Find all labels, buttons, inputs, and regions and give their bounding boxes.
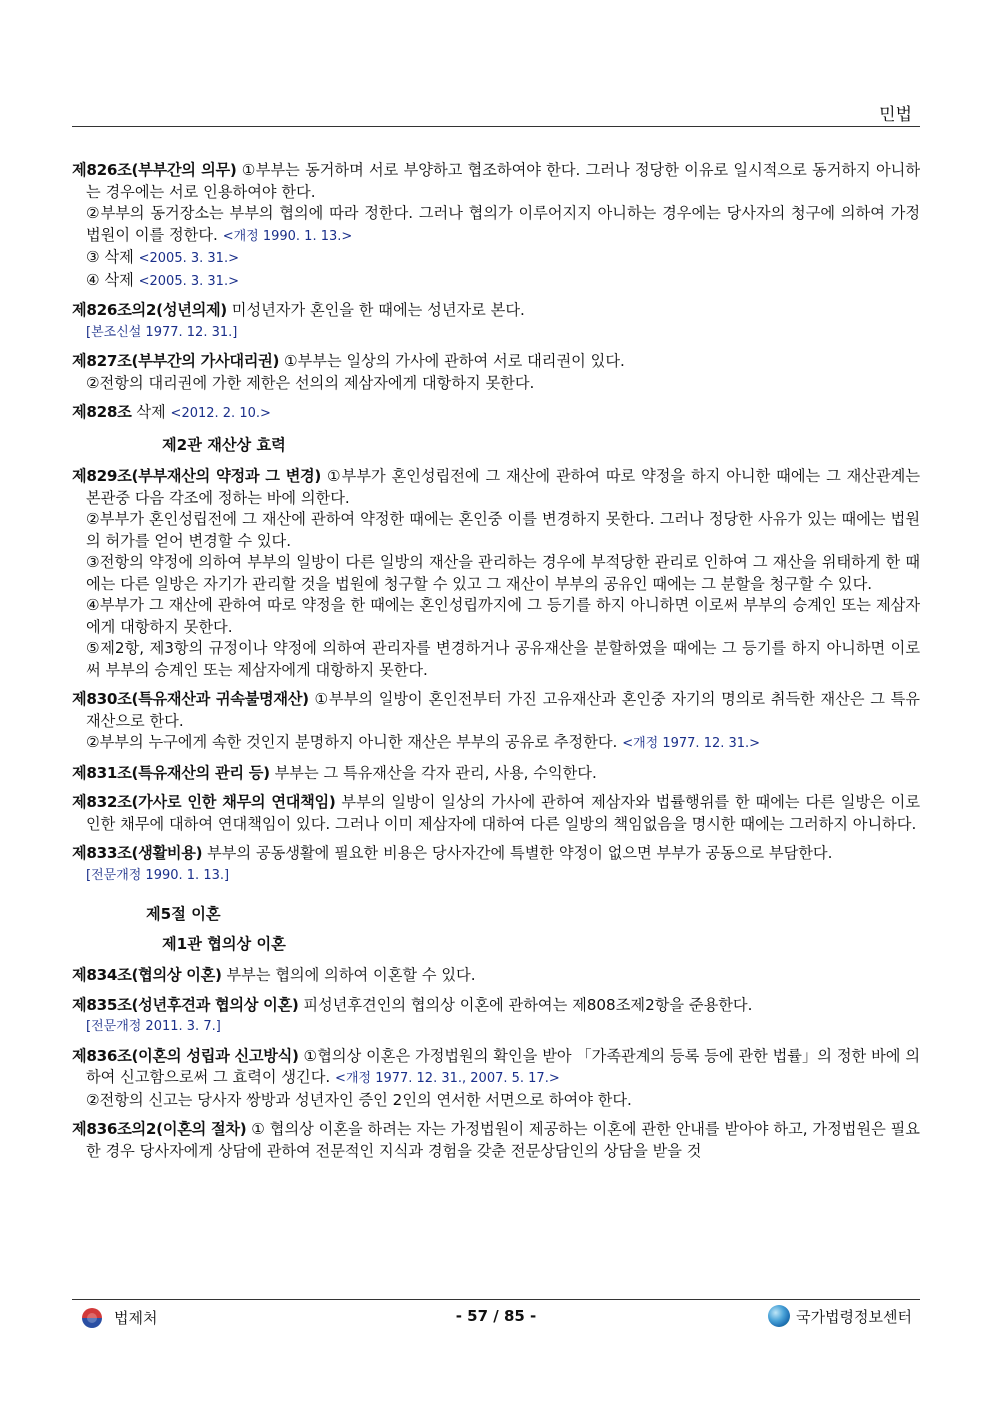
article-heading: 제836조의2(이혼의 절차) bbox=[72, 1120, 247, 1138]
article-paragraph bbox=[72, 270, 920, 293]
article-text: ②부부가 혼인성립전에 그 재산에 관하여 약정한 때에는 혼인중 이를 변경하지 못한다. 그러나 정당한 사유가 있는 때에는 법원의 허가를 얻어 변경할 수 있다. bbox=[86, 510, 920, 550]
article-text: ⑤제2항, 제3항의 규정이나 약정에 의하여 관리자를 변경하거나 공유재산을 분할하였을 때에는 그 등기를 하지 아니하면 이로써 부부의 승계인 또는 제삼자에게 대항하지 못한다. bbox=[86, 639, 920, 679]
article-paragraph bbox=[72, 509, 920, 552]
globe-logo-icon bbox=[768, 1305, 790, 1327]
article-first-paragraph bbox=[72, 300, 920, 322]
page-footer bbox=[72, 1305, 920, 1331]
article-heading: 제832조(가사로 인한 채무의 연대책임) bbox=[72, 793, 336, 811]
article-text: ④부부가 그 재산에 관하여 따로 약정을 한 때에는 혼인성립까지에 그 등기를 하지 아니하면 이로써 부부의 승계인 또는 제삼자에게 대항하지 못한다. bbox=[86, 596, 920, 636]
article bbox=[72, 300, 920, 343]
article bbox=[72, 351, 920, 394]
article-heading: 제831조(특유재산의 관리 등) bbox=[72, 763, 270, 782]
article-text: 부부의 일방이 일상의 가사에 관하여 제삼자와 법률행위를 한 때에는 다른 일방은 이로 인한 채무에 대하여 연대책임이 있다. 그러나 이미 제삼자에 대하여 다른 일방의 책임없음을 명시한 때에는 그러하지 아니하다. bbox=[86, 793, 920, 833]
section-title-consensual-divorce: 제1관 협의상 이혼 bbox=[162, 934, 286, 953]
article-text: ②부부의 동거장소는 부부의 협의에 따라 정한다. 그러나 협의가 이루어지지 아니하는 경우에는 당사자의 청구에 의하여 가정법원이 이를 정한다. bbox=[86, 204, 920, 244]
article-heading: 제835조(성년후견과 협의상 이혼) bbox=[72, 995, 299, 1014]
amendment-date: <2005. 3. 31.> bbox=[138, 273, 239, 289]
article-text: 부부의 공동생활에 필요한 비용은 당사자간에 특별한 약정이 없으면 부부가 공동으로 부담한다. bbox=[202, 844, 833, 862]
article-first-paragraph bbox=[72, 689, 920, 732]
section-title-property: 제2관 재산상 효력 bbox=[162, 435, 286, 454]
article bbox=[72, 402, 920, 425]
article bbox=[72, 995, 920, 1038]
article-text: ①협의상 이혼은 가정법원의 확인을 받아 「가족관계의 등록 등에 관한 법률」의 정한 바에 의하여 신고함으로써 그 효력이 생긴다. bbox=[86, 1046, 921, 1086]
article bbox=[72, 160, 920, 292]
article-text: ③ 삭제 bbox=[86, 248, 139, 266]
footer-agency: 법제처 bbox=[114, 1309, 158, 1327]
page-number: - 57 / 85 - bbox=[455, 1307, 537, 1325]
article-heading: 제836조(이혼의 성립과 신고방식) bbox=[72, 1046, 299, 1065]
article-text: 부부는 그 특유재산을 각자 관리, 사용, 수익한다. bbox=[269, 763, 597, 782]
article-heading: 제833조(생활비용) bbox=[72, 844, 203, 862]
article-text: ①부부가 혼인성립전에 그 재산에 관하여 따로 약정을 하지 아니한 때에는 그 재산관계는 본관중 다음 각조에 정하는 바에 의한다. bbox=[86, 467, 920, 507]
article bbox=[72, 843, 920, 886]
article bbox=[72, 466, 920, 681]
page-header-title: 민법 bbox=[879, 105, 912, 125]
article-paragraph bbox=[72, 638, 920, 681]
article bbox=[72, 1119, 920, 1162]
article-paragraph bbox=[72, 203, 920, 247]
articles-group-a bbox=[72, 160, 920, 425]
article-text: 부부는 협의에 의하여 이혼할 수 있다. bbox=[221, 966, 476, 984]
law-content bbox=[72, 160, 920, 1170]
article-text: ①부부의 일방이 혼인전부터 가진 고유재산과 혼인중 자기의 명의로 취득한 재산은 그 특유재산으로 한다. bbox=[86, 690, 920, 730]
articles-group-b bbox=[72, 466, 920, 886]
article-first-paragraph bbox=[72, 466, 920, 509]
article bbox=[72, 965, 920, 987]
article-text: ①부부는 동거하며 서로 부양하고 협조하여야 한다. 그러나 정당한 이유로 일시적으로 동거하지 아니하는 경우에는 서로 인용하여야 한다. bbox=[86, 161, 920, 201]
article-paragraph bbox=[72, 732, 920, 755]
article-paragraph bbox=[72, 247, 920, 270]
article bbox=[72, 689, 920, 755]
amendment-date: <개정 1977. 12. 31., 2007. 5. 17.> bbox=[335, 1071, 560, 1086]
article bbox=[72, 1046, 920, 1112]
article-paragraph bbox=[72, 595, 920, 638]
article-text: ④ 삭제 bbox=[86, 270, 139, 289]
footer-center-name: 국가법령정보센터 bbox=[796, 1307, 912, 1326]
article-heading: 제834조(협의상 이혼) bbox=[72, 966, 222, 984]
article-text: ②전항의 신고는 당사자 쌍방과 성년자인 증인 2인의 연서한 서면으로 하여야 한다. bbox=[86, 1090, 632, 1109]
article-note: [전문개정 2011. 3. 7.] bbox=[86, 1019, 221, 1034]
article-first-paragraph bbox=[72, 843, 920, 865]
article-text: ②부부의 누구에게 속한 것인지 분명하지 아니한 재산은 부부의 공유로 추정한다. bbox=[86, 733, 623, 751]
article-first-paragraph bbox=[72, 351, 920, 373]
article-heading: 제826조의2(성년의제) bbox=[72, 301, 227, 319]
article-text: ①부부는 일상의 가사에 관하여 서로 대리권이 있다. bbox=[279, 352, 625, 370]
header-rule bbox=[72, 126, 920, 127]
article-paragraph bbox=[72, 552, 920, 595]
article-note: [본조신설 1977. 12. 31.] bbox=[86, 324, 238, 340]
footer-rule bbox=[72, 1299, 920, 1300]
article-heading: 제827조(부부간의 가사대리권) bbox=[72, 352, 280, 370]
article-first-paragraph bbox=[72, 995, 920, 1017]
article-text: ① 협의상 이혼을 하려는 자는 가정법원이 제공하는 이혼에 관한 안내를 받아야 하고, 가정법원은 필요한 경우 당사자에게 상담에 관하여 전문적인 지식과 경험을 갖춘 전문상담인의 상담을 받을 것 bbox=[86, 1120, 920, 1160]
article-heading: 제828조 bbox=[72, 403, 132, 421]
article-paragraph bbox=[72, 373, 920, 395]
article bbox=[72, 792, 920, 835]
articles-group-c bbox=[72, 965, 920, 1162]
article-first-paragraph bbox=[72, 402, 920, 425]
article-note: [전문개정 1990. 1. 13.] bbox=[86, 867, 230, 883]
amendment-date: <2005. 3. 31.> bbox=[138, 251, 239, 266]
article-first-paragraph bbox=[72, 1046, 920, 1090]
article-heading: 제826조(부부간의 의무) bbox=[72, 161, 237, 179]
amendment-date: <개정 1977. 12. 31.> bbox=[622, 736, 761, 751]
article-text: 피성년후견인의 협의상 이혼에 관하여는 제808조제2항을 준용한다. bbox=[298, 995, 753, 1014]
article-text: 삭제 bbox=[131, 403, 171, 421]
article-first-paragraph bbox=[72, 965, 920, 987]
article-first-paragraph bbox=[72, 763, 920, 785]
article-first-paragraph bbox=[72, 792, 920, 835]
article-text: 미성년자가 혼인을 한 때에는 성년자로 본다. bbox=[226, 301, 525, 319]
article bbox=[72, 763, 920, 785]
article-first-paragraph bbox=[72, 160, 920, 203]
article-paragraph bbox=[72, 1090, 920, 1112]
chapter-title-divorce: 제5절 이혼 bbox=[146, 905, 221, 923]
article-heading: 제830조(특유재산과 귀속불명재산) bbox=[72, 690, 309, 708]
footer-right bbox=[768, 1305, 912, 1327]
article-text: ③전항의 약정에 의하여 부부의 일방이 다른 일방의 재산을 관리하는 경우에 부적당한 관리로 인하여 그 재산을 위태하게 한 때에는 다른 일방은 자기가 관리할 것을 법원에 청구할 수 있고 그 재산이 부부의 공유인 때에는 그 분할을 청구할 수 있다. bbox=[86, 553, 920, 593]
article-text: ②전항의 대리권에 가한 제한은 선의의 제삼자에게 대항하지 못한다. bbox=[86, 373, 535, 392]
article-first-paragraph bbox=[72, 1119, 920, 1162]
amendment-date: <개정 1990. 1. 13.> bbox=[222, 228, 353, 244]
amendment-date: <2012. 2. 10.> bbox=[170, 406, 271, 421]
article-heading: 제829조(부부재산의 약정과 그 변경) bbox=[72, 467, 322, 485]
